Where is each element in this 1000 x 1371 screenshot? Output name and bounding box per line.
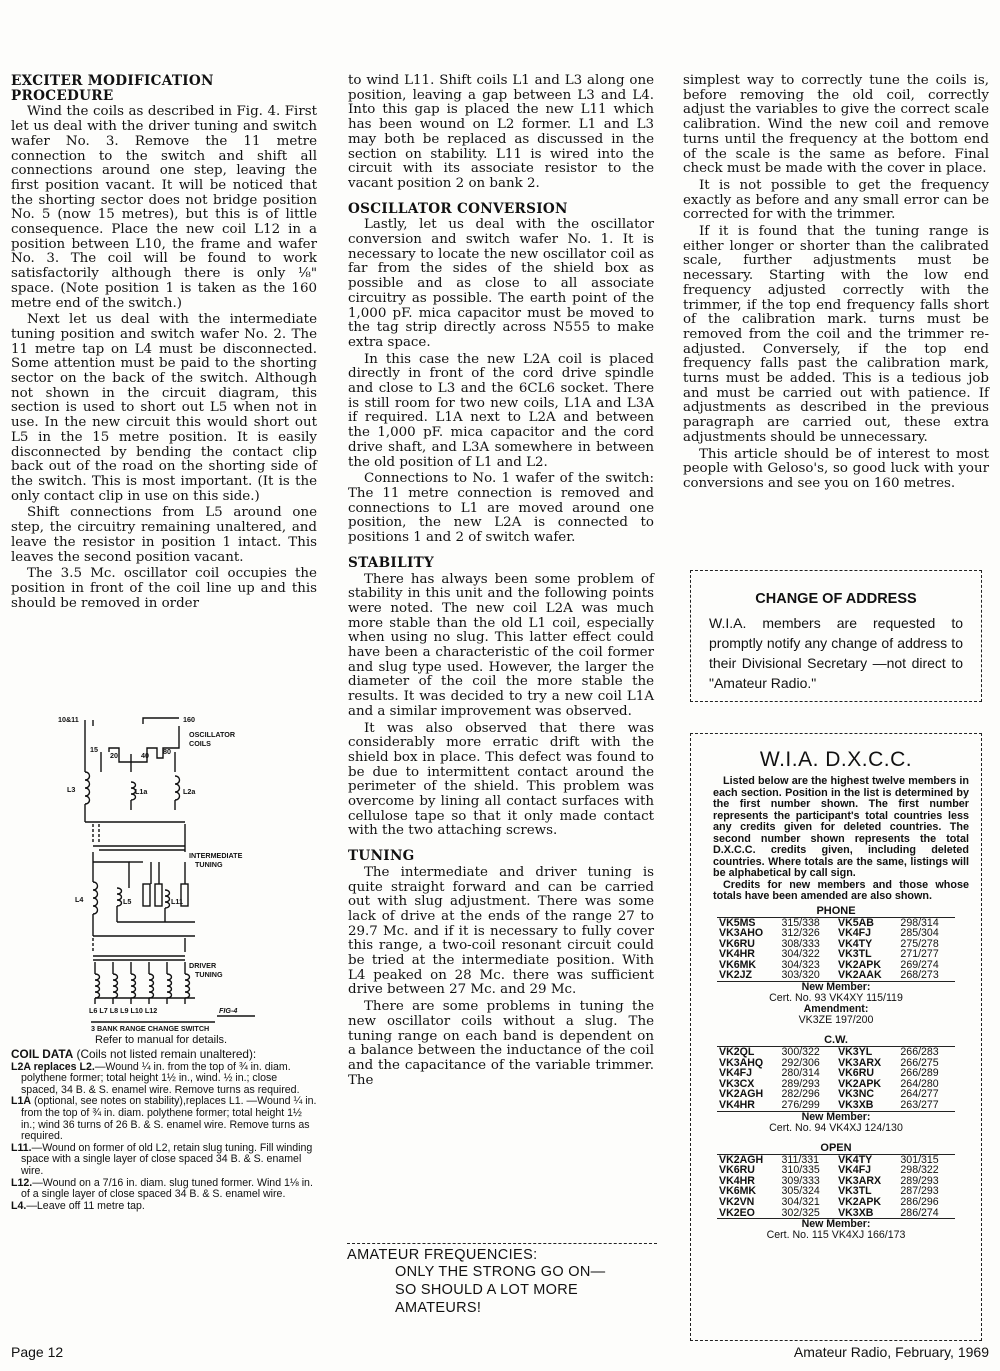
fig-label: L1a — [135, 787, 148, 796]
call-sign-cell: VK6MK — [719, 1185, 757, 1198]
heading-tuning: TUNING — [348, 848, 415, 865]
call-sign-cell: VK3YL — [838, 1046, 873, 1059]
dxcc-title: W.I.A. D.X.C.C. — [759, 748, 913, 771]
paragraph: Next let us deal with the intermediate tuning position and switch wafer No. 2. The 11 metre tap on L4 must be disconnected. Some attention must be paid to the shorting sector on the back of the switch. Although not shown in the circuit diagram, this section is used to short out L5 when not in use. In the new circuit this would short out L5 in the 15 metre position. It is easily disconnected by bending the contact clip back out of the road on the shorting side of the switch. This is most important. (It is the only contact clip in use on this side.) — [11, 312, 317, 504]
call-sign-cell: VK3TL — [838, 1185, 872, 1198]
column-2 — [348, 74, 654, 1088]
call-sign-cell: VK4FJ — [719, 1067, 752, 1080]
call-sign-cell: VK5AB — [838, 916, 874, 929]
call-sign-cell: VK3XB — [838, 1099, 874, 1112]
call-sign-cell: VK4TY — [838, 937, 873, 950]
score-cell: 309/333 — [781, 1174, 820, 1187]
fig-label: FIG-4 — [219, 1006, 238, 1015]
paragraph: In this case the new L2A coil is placed directly in front of the cord drive spindle and close to L3 and the 6CL6 socket. There is still room for two new coils, L1A and L3A if required. L1A next to L2A and between the 1,000 pF. mica capacitor and the cord drive shaft, and L3A somewhere in between the old position of L1 and L2. — [348, 351, 654, 470]
dxcc-intro — [691, 772, 981, 903]
score-cell: 289/293 — [900, 1174, 939, 1187]
score-cell: 269/274 — [900, 958, 939, 971]
fig-label: 80 — [163, 747, 171, 756]
call-sign-cell: VK2APK — [838, 1077, 882, 1090]
score-cell: 298/314 — [900, 916, 939, 929]
heading-oscillator-conversion: OSCILLATOR CONVERSION — [348, 200, 568, 217]
fig-label: OSCILLATOR — [189, 730, 236, 739]
amendment-label: Amendment: — [803, 1003, 869, 1016]
score-cell: 266/289 — [900, 1067, 939, 1080]
score-cell: 300/322 — [781, 1046, 820, 1059]
section-title-open: OPEN — [820, 1141, 852, 1154]
score-cell: 275/278 — [900, 937, 939, 950]
score-cell: 298/322 — [900, 1164, 939, 1177]
call-sign-cell: VK3AHQ — [719, 1056, 764, 1069]
heading-stability: STABILITY — [348, 554, 435, 571]
paragraph: There has always been some problem of stability in this unit and the following points were noted. The new coil L2A was much more stable than the old L1 coil, especially when using no slug. This latter effect could have been a characteristic of the coil former and slug type used. However, the larger the diameter of the coil the more stable the results. It was decided to try a new coil L1A and a similar improvement was observed. — [348, 571, 654, 719]
score-cell: 263/277 — [900, 1099, 939, 1112]
fig-label: L2a — [183, 787, 196, 796]
fig-label: 20 — [110, 751, 118, 760]
new-member-label: New Member: — [801, 1218, 871, 1231]
score-cell: 301/315 — [900, 1153, 939, 1166]
open-table — [717, 1154, 955, 1220]
table-row — [717, 1047, 955, 1058]
fig-caption: 3 BANK RANGE CHANGE SWITCH — [91, 1024, 210, 1032]
score-cell: 302/325 — [781, 1206, 820, 1219]
coil-item: L1A (optional, see notes on stability),replaces L1. —Wound ¼ in. from the top of ¾ in. diam. polythene former; total height 1½ in.; wind 36 turns of 26 B. & S. enamel wire. Remove turns as required. — [11, 1095, 317, 1143]
score-cell: 312/326 — [781, 927, 820, 940]
call-sign-cell: VK2QL — [719, 1046, 755, 1059]
new-member-value: Cert. No. 115 VK4XJ 166/173 — [766, 1229, 906, 1242]
score-cell: 304/323 — [781, 958, 820, 971]
call-sign-cell: VK2AGH — [719, 1088, 764, 1101]
paragraph: The 3.5 Mc. oscillator coil occupies the position in front of the coil line up and this should be removed in order — [11, 566, 317, 611]
call-sign-cell: VK2APK — [838, 1196, 882, 1208]
score-cell: 315/338 — [781, 916, 820, 929]
call-sign-cell: VK4HR — [719, 948, 755, 961]
fig-label: L4 — [75, 895, 84, 904]
call-sign-cell: VK6RU — [838, 1067, 875, 1080]
score-cell: 282/296 — [781, 1088, 820, 1101]
figure-reference: Refer to manual for details. — [95, 1034, 228, 1046]
table-row — [717, 1197, 955, 1208]
dxcc-intro-paragraph: Credits for new members and those whose totals have been amended are also shown. — [713, 878, 969, 902]
coil-data — [11, 1049, 317, 1212]
new-member-label: New Member: — [801, 1110, 871, 1123]
fig-label: 40 — [141, 751, 149, 760]
section-title-phone: PHONE — [816, 904, 856, 917]
paragraph: This article should be of interest to most people with Geloso's, so good luck with your conversions and see you on 160 metres. — [683, 446, 989, 491]
score-cell: 310/335 — [781, 1164, 820, 1177]
paragraph: to wind L11. Shift coils L1 and L3 along one position, leaving a gap between L3 and L4. Into this gap is placed the new L11 which has been wound on L2 former. L1 and L3 may both be replaced as discussed in the section on stability. L11 is wired into the circuit with its associate resistor to the vacant position 2 on bank 2. — [348, 73, 654, 191]
change-of-address-box — [690, 570, 982, 702]
coil-data-heading: COIL DATA (Coils not listed remain unaltered): — [11, 1047, 257, 1061]
score-cell: 289/293 — [781, 1077, 820, 1090]
paragraph: Shift connections from L5 around one step, the circuitry remaining unaltered, and leave the resistor in position 1 intact. This leaves the second position vacant. — [11, 505, 317, 565]
score-cell: 305/324 — [781, 1185, 820, 1198]
paragraph: Wind the coils as described in Fig. 4. First let us deal with the driver tuning and switch wafer No. 3. Remove the 11 metre connection to the switch and shift all connections around one step, leaving the first position vacant. It will be noticed that the shorting sector does not bridge position No. 5 (now 15 metres), but this is of little consequence. Place the new coil L12 in a position between L10, the frame and wafer No. 3. The coil will be found to work satisfactorily although there is only ⅛" space. (Note position 1 is taken as the 160 metre end of the switch.) — [11, 104, 317, 311]
new-member-value: Cert. No. 94 VK4XJ 124/130 — [769, 1121, 903, 1134]
paragraph: There are some problems in tuning the new oscillator coils without a slug. The tuning range on each band is dependent on a balance between the inductance of the coil and the capacitance of the variable trimmer. The — [348, 999, 654, 1088]
column-1 — [11, 74, 317, 611]
fig-label: L3 — [67, 785, 76, 794]
score-cell: 292/306 — [781, 1056, 820, 1069]
filler-line: ONLY THE STRONG GO ON— — [395, 1264, 606, 1280]
score-cell: 266/275 — [900, 1056, 939, 1069]
score-cell: 286/296 — [900, 1196, 939, 1208]
fig-label: 160 — [183, 715, 195, 724]
score-cell: 280/314 — [781, 1067, 820, 1080]
dxcc-box — [690, 733, 982, 1341]
paragraph: The intermediate and driver tuning is quite straight forward and can be carried out with slug adjustment. There was some lack of drive at the ends of the range 27 to 29.7 Mc. and if it is necessary to fully cover this range, a two-coil resonant circuit could be tried at the intermediate position. With L4 peaked on 28 Mc. there was sufficient drive between 27 Mc. and 29 Mc. — [348, 864, 654, 998]
score-cell: 285/304 — [900, 927, 939, 940]
filler-line: AMATEUR FREQUENCIES: — [347, 1247, 538, 1263]
divider — [347, 1243, 657, 1244]
column-3 — [683, 74, 989, 492]
coil-item: L4.—Leave off 11 metre tap. — [11, 1199, 145, 1212]
phone-table — [717, 917, 955, 983]
call-sign-cell: VK3AHO — [719, 927, 764, 940]
call-sign-cell: VK4HR — [719, 1099, 755, 1112]
box-body: W.I.A. members are requested to promptly notify any change of address to their Divisional Secretary —not direct to "Amateur Radio." — [709, 615, 963, 691]
call-sign-cell: VK6RU — [719, 1164, 755, 1177]
call-sign-cell: VK3TL — [838, 948, 872, 961]
paragraph: Connections to No. 1 wafer of the switch: The 11 metre connection is removed and connections to L1 are moved around one position, the new L2A is connected to positions 1 and 2 of switch wafer. — [348, 471, 654, 546]
call-sign-cell: VK5MS — [719, 916, 756, 929]
table-row — [717, 1208, 955, 1219]
score-cell: 303/320 — [781, 969, 820, 982]
call-sign-cell: VK4FJ — [838, 927, 872, 940]
call-sign-cell: VK6RU — [719, 937, 755, 950]
publication-footer: Amateur Radio, February, 1969 — [793, 1344, 989, 1360]
score-cell: 264/280 — [900, 1077, 939, 1090]
dxcc-intro-paragraph: Listed below are the highest twelve members in each section. Position in the list is determined by the first number shown. The first number represents the participant's total countries less any credits given for deleted countries. The second number shown represents the total D.X.C.C. credits given, including deleted countries. Where totals are the same, listings will be alphabetical by call sign. — [713, 775, 969, 879]
call-sign-cell: VK3ARX — [838, 1174, 882, 1187]
score-cell: 268/273 — [900, 969, 939, 982]
paragraph: It was also observed that there was considerably more erratic drift with the shield box in place. This defect was found to be due to intermittent contact around the perimeter of the shield. This problem was overcome by lining all contact surfaces with cellulose tape so that it only made contact with the two attaching screws. — [348, 720, 654, 839]
new-member-label: New Member: — [801, 981, 871, 994]
fig-label: L5 — [123, 897, 132, 906]
score-cell: 304/321 — [781, 1196, 820, 1208]
call-sign-cell: VK2AAK — [838, 969, 882, 982]
score-cell: 271/277 — [900, 948, 939, 961]
fig-label: DRIVER — [189, 961, 217, 970]
fig-label: L11 — [171, 897, 183, 906]
fig-label: TUNING — [195, 860, 223, 869]
fig-label: TUNING — [195, 970, 223, 979]
fig4-circuit-diagram — [55, 712, 285, 1032]
coil-item: L12.—Wound on a 7/16 in. diam. slug tuned former. Wind 1⅛ in. of a single layer of close spaced 34 B. & S. enamel wire. — [11, 1176, 313, 1201]
call-sign-cell: VK4TY — [838, 1153, 873, 1166]
call-sign-cell: VK2JZ — [719, 969, 752, 982]
call-sign-cell: VK2VN — [719, 1196, 755, 1208]
filler-line: SO SHOULD A LOT MORE — [395, 1282, 579, 1298]
table-row — [717, 970, 955, 981]
call-sign-cell: VK2AGH — [719, 1153, 764, 1166]
score-cell: 311/331 — [781, 1153, 820, 1166]
amendment-value: VK3ZE 197/200 — [798, 1014, 874, 1027]
score-cell: 266/283 — [900, 1046, 939, 1059]
page-number: Page 12 — [11, 1344, 64, 1360]
cw-table — [717, 1046, 955, 1112]
section-title-cw: C.W. — [824, 1034, 848, 1047]
fig-label: COILS — [189, 739, 211, 748]
fig-label: L6 L7 L8 L9 L10 L12 — [89, 1006, 158, 1015]
amateur-frequencies-filler — [347, 1243, 657, 1317]
new-member-value: Cert. No. 93 VK4XY 115/119 — [769, 992, 903, 1005]
filler-line: AMATEURS! — [395, 1300, 482, 1316]
score-cell: 308/333 — [781, 937, 820, 950]
fig-label: 10&11 — [58, 715, 79, 724]
score-cell: 264/277 — [900, 1088, 939, 1101]
heading-exciter: EXCITER MODIFICATION PROCEDURE — [11, 73, 214, 104]
call-sign-cell: VK3ARX — [838, 1056, 882, 1069]
score-cell: 286/274 — [900, 1206, 939, 1219]
score-cell: 276/299 — [781, 1099, 820, 1112]
call-sign-cell: VK2APK — [838, 958, 882, 971]
call-sign-cell: VK4FJ — [838, 1164, 872, 1177]
call-sign-cell: VK3CX — [719, 1077, 755, 1090]
paragraph: It is not possible to get the frequency exactly as before and any small error can be corrected for with the trimmer. — [683, 177, 989, 223]
call-sign-cell: VK4HR — [719, 1174, 755, 1187]
fig-label: 15 — [90, 745, 98, 754]
paragraph: simplest way to correctly tune the coils is, before removing the old coil, correctly adjust the variables to give the correct scale calibration. Wind the new coil and remove turns until the frequency at the bottom end of the scale is the same as before. Final check must be made with the cover in place. — [683, 73, 989, 177]
paragraph: Lastly, let us deal with the oscillator conversion and switch wafer No. 1. It is necessary to locate the new oscillator coil as far from the sides of the shield box as possible and as close to all associate circuitry as possible. The earth point of the 1,000 pF. mica capacitor must be moved to the tag strip directly across N555 to make extra space. — [348, 217, 654, 350]
call-sign-cell: VK6MK — [719, 958, 757, 971]
coil-item: L11.—Wound on former of old L2, retain slug tuning. Fill winding space with a single layer of close spaced 34 B. & S. enamel wire. — [11, 1141, 313, 1177]
fig-label: INTERMEDIATE — [189, 851, 243, 860]
coil-item: L2A replaces L2.—Wound ¼ in. from the top of ¾ in. diam. polythene former; total height 1½ in., wind. ½ in.; close spaced, 34 B. & S. enamel wire. Remove turns as required. — [11, 1060, 300, 1096]
score-cell: 287/293 — [900, 1185, 939, 1198]
box-title: CHANGE OF ADDRESS — [755, 591, 917, 607]
paragraph: If it is found that the tuning range is either longer or shorter than the calibrated scale, further adjustments must be necessary. Starting with the low end frequency adjusted correctly with the trimmer, if the top end frequency falls short of the calibration mark. turns must be removed from the coil and the trimmer re-adjusted. Conversely, if the top end frequency falls past the calibration mark, turns must be added. This is a tedious job and must be carried out with patience. If adjustments as described in the previous paragraph are carried out, these extra adjustments should be unnecessary. — [683, 224, 989, 445]
score-cell: 304/322 — [781, 948, 820, 961]
call-sign-cell: VK3XB — [838, 1206, 874, 1219]
table-row — [717, 1100, 955, 1111]
call-sign-cell: VK3NC — [838, 1088, 875, 1101]
call-sign-cell: VK2EO — [719, 1206, 755, 1219]
